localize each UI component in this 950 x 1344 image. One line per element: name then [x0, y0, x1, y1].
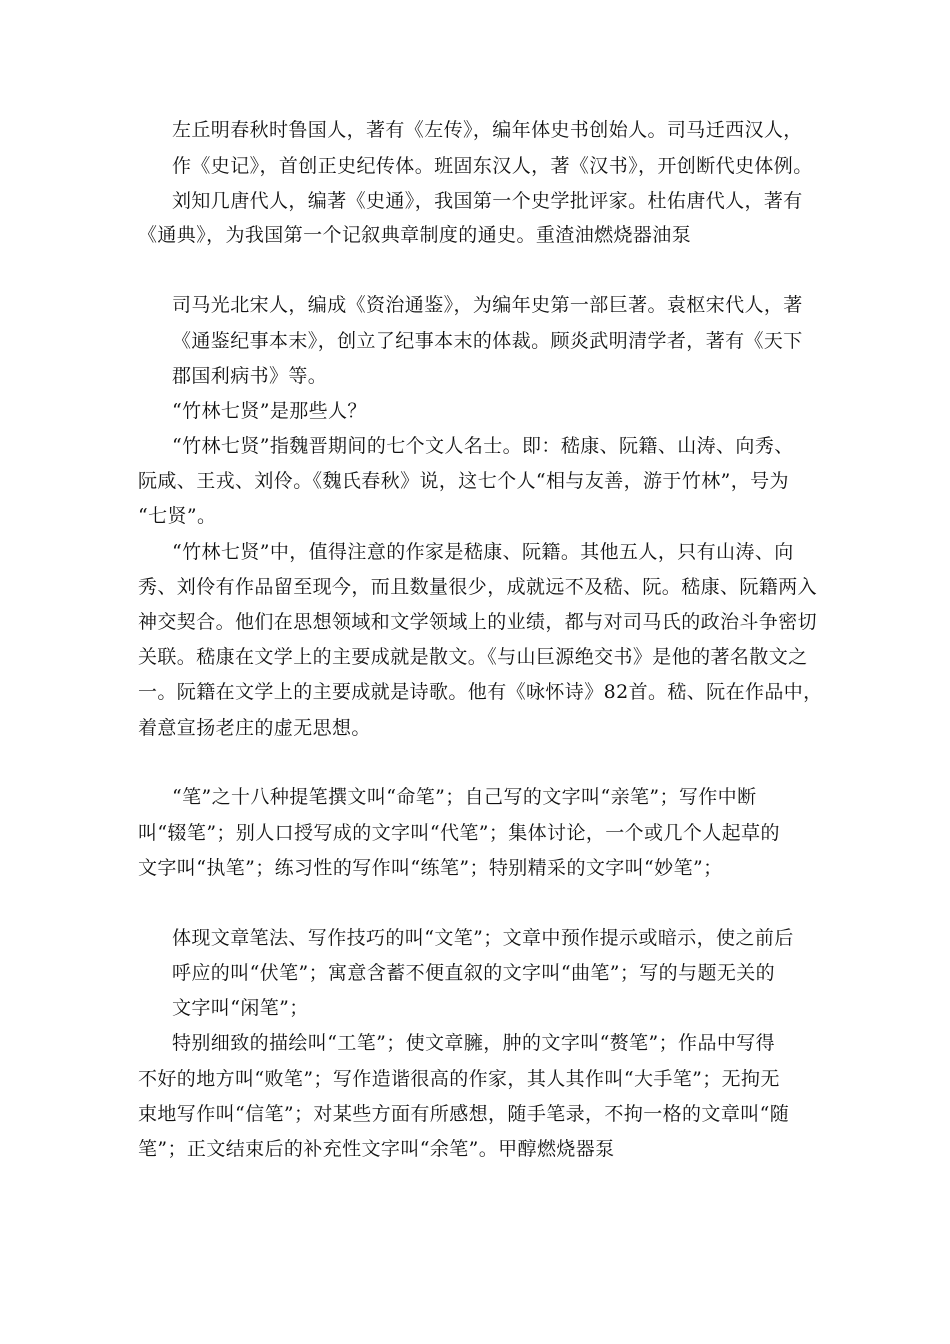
- text-line: 文字叫“执笔”；练习性的写作叫“练笔”；特别精采的文字叫“妙笔”；: [138, 857, 723, 879]
- text-line: 《通鉴纪事本末》，创立了纪事本末的体裁。顾炎武明清学者，著有《天下: [172, 330, 803, 352]
- text-line: 秀、刘伶有作品留至现今，而且数量很少，成就远不及嵇、阮。嵇康、阮籍两入: [138, 576, 818, 598]
- text-line: 左丘明春秋时鲁国人，著有《左传》，编年体史书创始人。司马迁西汉人，: [172, 119, 803, 141]
- text-line: 文字叫“闲笔”；: [172, 997, 309, 1019]
- text-line: 呼应的叫“伏笔”；寓意含蓄不便直叙的文字叫“曲笔”；写的与题无关的: [172, 962, 776, 984]
- text-line: 阮咸、王戎、刘伶。《魏氏春秋》说，这七个人“相与友善，游于竹林”，号为: [138, 470, 789, 492]
- question-heading: “竹林七贤”是那些人？: [172, 400, 367, 422]
- text-line: “竹林七贤”指魏晋期间的七个文人名士。即：嵇康、阮籍、山涛、向秀、: [172, 435, 794, 457]
- text-line: 不好的地方叫“败笔”；写作造谐很高的作家，其人其作叫“大手笔”；无拘无: [138, 1068, 780, 1090]
- text-line: “笔”之十八种提笔撰文叫“命笔”；自己写的文字叫“亲笔”；写作中断: [172, 786, 757, 808]
- text-line: 《通典》，为我国第一个记叙典章制度的通史。重渣油燃烧器油泵: [138, 224, 692, 246]
- text-line: 神交契合。他们在思想领域和文学领域上的业绩，都与对司马氏的政治斗争密切: [138, 611, 818, 633]
- text-line: 着意宣扬老庄的虚无思想。: [138, 717, 371, 739]
- text-line: 体现文章笔法、写作技巧的叫“文笔”；文章中预作提示或暗示，使之前后: [172, 927, 794, 949]
- text-line: “竹林七贤”中，值得注意的作家是嵇康、阮籍。其他五人，只有山涛、向: [172, 541, 794, 563]
- text-line: 一。阮籍在文学上的主要成就是诗歌。他有《咏怀诗》82首。嵇、阮在作品中，: [138, 681, 823, 703]
- text-line: 叫“辍笔”；别人口授写成的文字叫“代笔”；集体讨论，一个或几个人起草的: [138, 822, 780, 844]
- text-line: 特别细致的描绘叫“工笔”；使文章臃，肿的文字叫“赘笔”；作品中写得: [172, 1032, 776, 1054]
- text-line: 郡国利病书》等。: [172, 365, 328, 387]
- text-line: 笔”；正文结束后的补充性文字叫“余笔”。甲醇燃烧器泵: [138, 1138, 615, 1160]
- text-line: 关联。嵇康在文学上的主要成就是散文。《与山巨源绝交书》是他的著名散文之: [138, 646, 808, 668]
- text-line: 刘知几唐代人，编著《史通》，我国第一个史学批评家。杜佑唐代人，著有: [172, 190, 803, 212]
- text-line: 司马光北宋人，编成《资治通鉴》，为编年史第一部巨著。袁枢宋代人，著: [172, 294, 803, 316]
- text-line: “七贤”。: [138, 505, 217, 527]
- text-line: 作《史记》，首创正史纪传体。班固东汉人，著《汉书》，开创断代史体例。: [172, 155, 813, 177]
- text-line: 束地写作叫“信笔”；对某些方面有所感想，随手笔录，不拘一格的文章叫“随: [138, 1103, 790, 1125]
